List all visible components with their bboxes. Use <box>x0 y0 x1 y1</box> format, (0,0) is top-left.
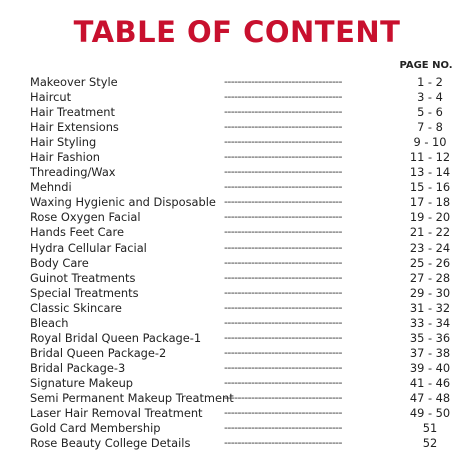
toc-entry-label: Bleach <box>30 315 69 330</box>
toc-row <box>30 165 460 180</box>
toc-entry-label: Classic Skincare <box>30 300 122 315</box>
toc-entry-pages: 15 - 16 <box>409 180 451 195</box>
toc-entry-label: Gold Card Membership <box>30 421 161 436</box>
toc-entry-pages: 13 - 14 <box>409 165 451 180</box>
toc-entry-label: Hands Feet Care <box>30 225 124 240</box>
toc-row <box>30 346 460 361</box>
toc-leader-dashes: ----------------------------------- <box>224 225 342 239</box>
toc-row <box>30 180 460 195</box>
toc-entry-pages: 49 - 50 <box>409 406 451 421</box>
toc-entry-pages: 1 - 2 <box>417 75 443 89</box>
toc-entry-label: Haircut <box>30 90 72 105</box>
toc-row <box>30 316 460 331</box>
toc-row <box>30 241 460 256</box>
toc-entry-pages: 23 - 24 <box>409 240 451 255</box>
toc-entry-label: Body Care <box>30 255 89 270</box>
toc-entry-pages: 35 - 36 <box>409 330 451 345</box>
toc-leader-dashes: ----------------------------------- <box>224 120 342 134</box>
toc-entry-label: Makeover Style <box>30 75 118 89</box>
toc-entry-pages: 19 - 20 <box>409 210 451 225</box>
toc-leader-dashes: ----------------------------------- <box>224 240 342 254</box>
toc-entry-label: Laser Hair Removal Treatment <box>30 406 203 421</box>
toc-leader-dashes: ----------------------------------- <box>224 195 342 209</box>
toc-leader-dashes: ----------------------------------- <box>224 360 342 374</box>
toc-row <box>30 271 460 286</box>
toc-leader-dashes: ----------------------------------- <box>224 375 342 389</box>
toc-entry-pages: 9 - 10 <box>413 135 447 150</box>
toc-row <box>30 376 460 391</box>
toc-row <box>30 391 460 406</box>
toc-row <box>30 436 460 451</box>
toc-entry-pages: 7 - 8 <box>417 120 443 135</box>
toc-entry-pages: 25 - 26 <box>409 255 451 270</box>
toc-leader-dashes: ----------------------------------- <box>224 285 342 299</box>
toc-leader-dashes: ----------------------------------- <box>224 210 342 224</box>
toc-leader-dashes: ----------------------------------- <box>224 165 342 179</box>
toc-leader-dashes: ----------------------------------- <box>224 270 342 284</box>
toc-entry-label: Waxing Hygienic and Disposable <box>30 195 216 210</box>
toc-leader-dashes: ----------------------------------- <box>224 436 342 450</box>
toc-entry-pages: 3 - 4 <box>417 90 443 105</box>
toc-entry-label: Hair Styling <box>30 135 97 150</box>
toc-entry-label: Rose Beauty College Details <box>30 436 191 451</box>
toc-entry-pages: 21 - 22 <box>409 225 451 240</box>
toc-leader-dashes: ----------------------------------- <box>224 255 342 269</box>
toc-entry-label: Bridal Package-3 <box>30 360 126 375</box>
toc-entry-label: Hair Treatment <box>30 105 115 120</box>
toc-entry-pages: 52 <box>422 436 438 451</box>
toc-row <box>30 286 460 301</box>
toc-leader-dashes: ----------------------------------- <box>224 75 342 88</box>
toc-entry-label: Mehndi <box>30 180 72 195</box>
toc-leader-dashes: ----------------------------------- <box>224 135 342 149</box>
toc-entry-pages: 29 - 30 <box>409 285 451 300</box>
toc-entry-pages: 41 - 46 <box>409 375 451 390</box>
toc-leader-dashes: ----------------------------------- <box>224 150 342 164</box>
toc-row <box>30 75 460 90</box>
toc-entry-label: Guinot Treatments <box>30 270 136 285</box>
toc-entry-label: Hydra Cellular Facial <box>30 240 147 255</box>
toc-entry-pages: 27 - 28 <box>409 270 451 285</box>
toc-row <box>30 361 460 376</box>
toc-row <box>30 301 460 316</box>
toc-entry-pages: 39 - 40 <box>409 360 451 375</box>
toc-leader-dashes: ----------------------------------- <box>224 345 342 359</box>
toc-entry-label: Hair Extensions <box>30 120 119 135</box>
toc-entry-pages: 33 - 34 <box>409 315 451 330</box>
toc-row <box>30 150 460 165</box>
toc-entry-pages: 31 - 32 <box>409 300 451 315</box>
toc-entry-label: Royal Bridal Queen Package-1 <box>30 330 202 345</box>
page-no-header: PAGE NO. <box>399 60 453 71</box>
toc-entry-label: Rose Oxygen Facial <box>30 210 141 225</box>
toc-entry-pages: 37 - 38 <box>409 345 451 360</box>
toc-entry-label: Semi Permanent Makeup Treatment <box>30 390 234 405</box>
toc-leader-dashes: ----------------------------------- <box>224 330 342 344</box>
toc-entry-pages: 47 - 48 <box>409 390 451 405</box>
toc-entry-label: Hair Fashion <box>30 150 101 165</box>
toc-list <box>30 75 460 451</box>
toc-leader-dashes: ----------------------------------- <box>224 315 342 329</box>
toc-leader-dashes: ----------------------------------- <box>224 421 342 435</box>
toc-entry-pages: 5 - 6 <box>417 105 443 120</box>
toc-entry-label: Signature Makeup <box>30 375 134 390</box>
toc-row <box>30 105 460 120</box>
toc-row <box>30 120 460 135</box>
toc-entry-pages: 11 - 12 <box>409 150 451 165</box>
toc-row <box>30 195 460 210</box>
toc-row <box>30 210 460 225</box>
toc-row <box>30 90 460 105</box>
toc-entry-pages: 17 - 18 <box>409 195 451 210</box>
toc-leader-dashes: ----------------------------------- <box>224 390 342 404</box>
toc-entry-label: Threading/Wax <box>30 165 116 180</box>
toc-entry-pages: 51 <box>422 421 438 436</box>
toc-row <box>30 331 460 346</box>
toc-leader-dashes: ----------------------------------- <box>224 105 342 119</box>
page-title: TABLE OF CONTENT <box>73 15 401 49</box>
toc-row <box>30 135 460 150</box>
toc-row <box>30 421 460 436</box>
toc-row <box>30 256 460 271</box>
toc-leader-dashes: ----------------------------------- <box>224 180 342 194</box>
toc-leader-dashes: ----------------------------------- <box>224 300 342 314</box>
toc-entry-label: Special Treatments <box>30 285 139 300</box>
toc-leader-dashes: ----------------------------------- <box>224 406 342 420</box>
toc-row <box>30 225 460 240</box>
toc-row <box>30 406 460 421</box>
toc-leader-dashes: ----------------------------------- <box>224 90 342 104</box>
toc-entry-label: Bridal Queen Package-2 <box>30 345 167 360</box>
